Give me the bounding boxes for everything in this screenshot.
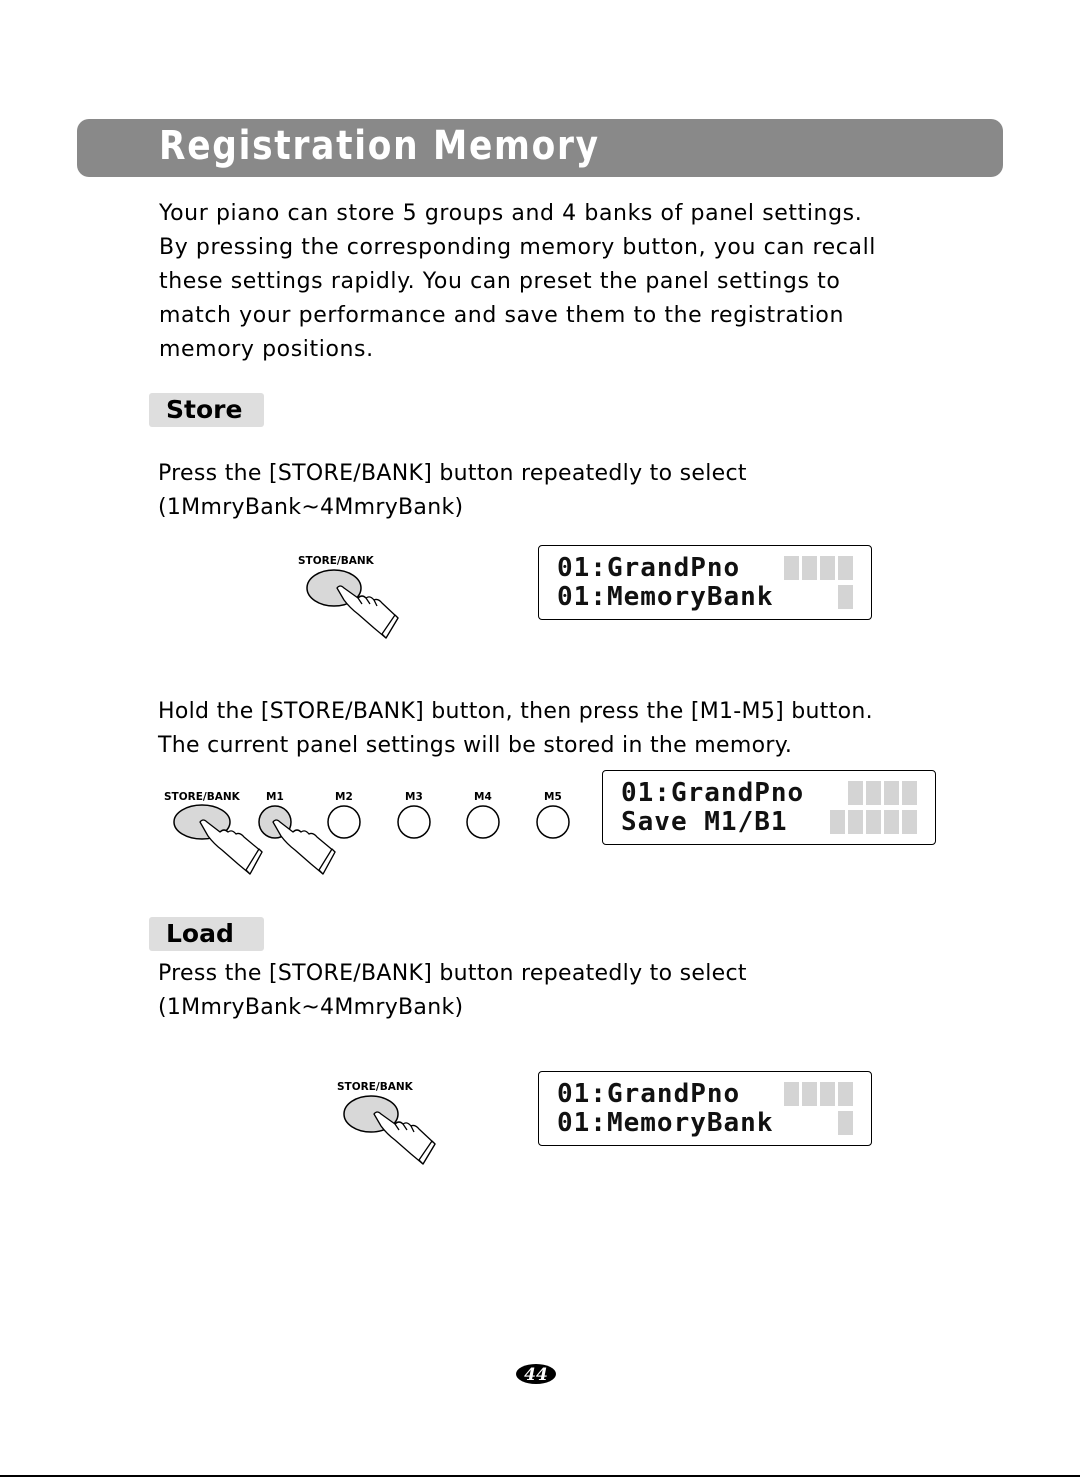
intro-line: memory positions. (159, 337, 374, 362)
load-heading-text: Load (166, 919, 234, 948)
hand-pointer-icon (337, 586, 398, 638)
intro-paragraph (159, 197, 876, 367)
page-title: Registration Memory (159, 123, 600, 169)
lcd-line (621, 808, 917, 836)
m4-label: M4 (474, 791, 492, 803)
lcd-display-store-select (538, 545, 872, 620)
lcd-line (557, 583, 853, 611)
intro-line: By pressing the corresponding memory button, you can recall (159, 235, 877, 260)
intro-line: Your piano can store 5 groups and 4 banks of panel settings. (159, 201, 863, 226)
store-bank-button[interactable] (337, 1092, 447, 1170)
store-bank-button[interactable] (300, 566, 410, 644)
lcd-display-store-save (602, 770, 936, 845)
memory-button-row (160, 800, 580, 880)
hand-pointer-icon (200, 820, 262, 874)
intro-line: match your performance and save them to the registration (159, 303, 845, 328)
store-step2-line: The current panel settings will be stored in the memory. (158, 733, 793, 758)
load-heading (149, 917, 264, 951)
title-bar (77, 119, 1003, 177)
lcd-display-load (538, 1071, 872, 1146)
load-step1-line: Press the [STORE/BANK] button repeatedly to select (158, 961, 747, 986)
store-heading-text: Store (166, 395, 243, 424)
m5-label: M5 (544, 791, 562, 803)
lcd-text: 01:GrandPno (557, 1079, 741, 1109)
m2-label: M2 (335, 791, 353, 803)
lcd-text: 01:MemoryBank (557, 582, 774, 612)
lcd-line (557, 1109, 853, 1137)
m5-button (537, 806, 569, 838)
store-heading (149, 393, 264, 427)
lcd-line (621, 779, 917, 807)
lcd-text: 01:GrandPno (557, 553, 741, 583)
page-number: 44 (524, 1365, 548, 1385)
m4-button (467, 806, 499, 838)
m3-button (398, 806, 430, 838)
m3-label: M3 (405, 791, 423, 803)
bottom-rule (0, 1475, 1080, 1477)
page-number-badge (515, 1363, 557, 1385)
store-bank-label: STORE/BANK (337, 1081, 413, 1093)
store-step2-line: Hold the [STORE/BANK] button, then press the [M1-M5] button. (158, 699, 873, 724)
store-step1-line: (1MmryBank~4MmryBank) (158, 495, 464, 520)
store-bank-label: STORE/BANK (298, 555, 374, 567)
store-bank-label: STORE/BANK (164, 791, 240, 803)
store-step2 (158, 695, 873, 763)
m2-button (328, 806, 360, 838)
load-step1-line: (1MmryBank~4MmryBank) (158, 995, 464, 1020)
load-step1 (158, 957, 747, 1025)
lcd-text: 01:GrandPno (621, 778, 805, 808)
lcd-text: 01:MemoryBank (557, 1108, 774, 1138)
hand-pointer-icon (374, 1112, 435, 1164)
lcd-line (557, 554, 853, 582)
lcd-text: Save M1/B1 (621, 807, 788, 837)
store-step1 (158, 457, 747, 525)
store-step1-line: Press the [STORE/BANK] button repeatedly to select (158, 461, 747, 486)
m1-label: M1 (266, 791, 284, 803)
intro-line: these settings rapidly. You can preset the panel settings to (159, 269, 841, 294)
lcd-line (557, 1080, 853, 1108)
hand-pointer-icon (273, 820, 335, 874)
